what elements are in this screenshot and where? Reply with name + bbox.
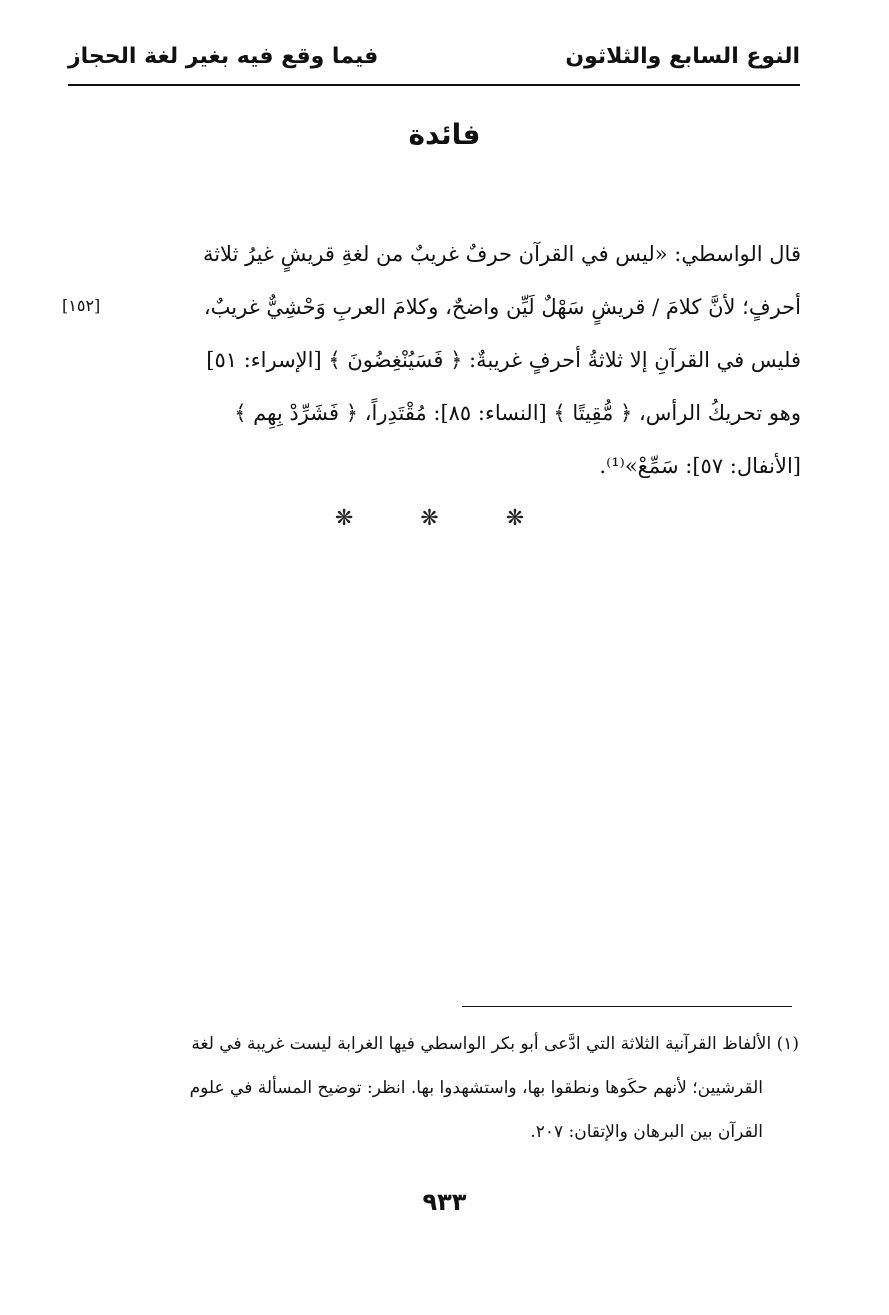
body-line: أحرفٍ؛ لأنَّ كلامَ / قريشٍ سَهْلٌ لَيِّن واضحٌ، وكلامَ العربِ وَحْشِيٌّ غريبٌ، — [203, 295, 801, 319]
running-header — [68, 40, 800, 86]
body-line: قال الواسطي: «ليس في القرآن حرفٌ غريبٌ من لغةِ قريشٍ غيرُ ثلاثة — [202, 242, 801, 266]
page-number: ٩٣٣ — [422, 1188, 467, 1216]
chapter-heading: النوع السابع والثلاثون — [565, 44, 800, 69]
footnote-rule — [462, 1006, 792, 1007]
body-line: [الأنفال: ٥٧]: سَمِّعْ»⁽¹⁾. — [599, 454, 801, 478]
body-line: فليس في القرآنِ إلا ثلاثةُ أحرفٍ غريبةٌ: ﴿ فَسَيُنْغِضُونَ ﴾ [الإسراء: ٥١] — [206, 348, 801, 372]
manuscript-folio-ref: [١٥٢] — [62, 296, 101, 315]
section-title: فائدة — [408, 118, 481, 151]
section-separator: ❋ ❋ ❋ — [334, 506, 555, 531]
body-paragraph — [81, 228, 801, 493]
body-line: وهو تحريكُ الرأس، ﴿ مُّقِيتًا ﴾ [النساء: ٨٥]: مُقْتَدِراً، ﴿ فَشَرِّدْ بِهِم ﴾ — [234, 401, 801, 425]
topic-heading: فيما وقع فيه بغير لغة الحجاز — [68, 44, 379, 69]
footnote-line: القرآن بين البرهان والإتقان: ٢٠٧. — [530, 1122, 763, 1142]
header-rule — [68, 84, 800, 86]
footnote-line: القرشيين؛ لأنهم حكَوها ونطقوا بها، واستشهدوا بها. انظر: توضيح المسألة في علوم — [189, 1078, 763, 1098]
footnote-line: (١) الألفاظ القرآنية الثلاثة التي ادَّعى أبو بكر الواسطي فيها الغرابة ليست غريبة في لغة — [191, 1034, 799, 1054]
footnote — [89, 1022, 799, 1154]
